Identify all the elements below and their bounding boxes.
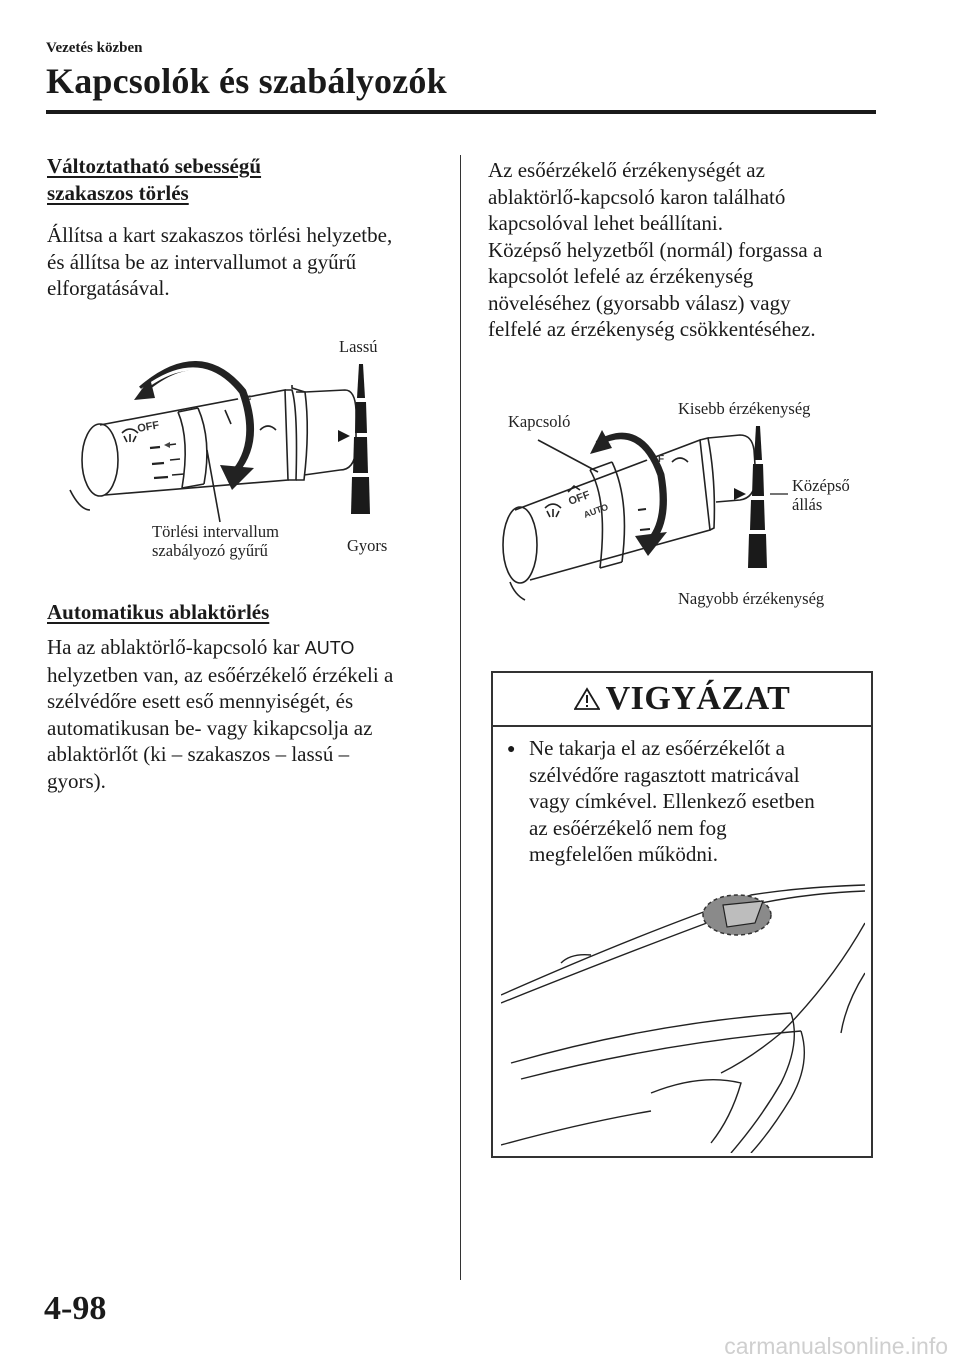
page-number: 4-98 <box>44 1290 107 1327</box>
sensitivity-bar <box>752 464 764 496</box>
watermark-site: carmanualsonline.info <box>724 1333 948 1359</box>
column-divider <box>460 155 461 1280</box>
text-line: ablaktörlőt (ki – szakaszos – lassú – <box>47 742 350 766</box>
text-line: ablaktörlő-kapcsoló karon található <box>488 184 786 209</box>
bullet: ● <box>507 742 516 757</box>
label-middle-position <box>792 476 850 514</box>
speed-bar <box>351 477 370 514</box>
text-line: Az esőérzékelő érzékenységét az <box>488 158 765 182</box>
text-line: szélvédőre ragasztott matricával <box>529 762 800 787</box>
label-line: szabályozó gyűrű <box>152 541 268 560</box>
ff-mark: FF <box>238 393 253 407</box>
title-rule <box>46 110 876 114</box>
heading-automatic-wiping: Automatikus ablaktörlés <box>47 600 270 624</box>
text-line: és állítsa be az intervallumot a gyűrű <box>47 249 357 274</box>
text-line: Ne takarja el az esőérzékelőt a <box>529 736 785 760</box>
auto-mode-text: AUTO <box>304 638 355 658</box>
text-line: felfelé az érzékenység csökkentéséhez. <box>488 317 816 341</box>
text-line: kapcsolót lefelé az érzékenység <box>488 264 754 288</box>
label-line: állás <box>792 495 823 514</box>
warning-triangle-icon <box>574 687 600 711</box>
text-line: helyzetben van, az esőérzékelő érzékeli a <box>47 662 394 687</box>
auto-mark: AUTO <box>582 501 610 520</box>
text-line: megfelelően működni. <box>529 842 718 866</box>
lever-body-outline <box>515 440 710 580</box>
paragraph-automatic <box>47 634 452 794</box>
caution-title: VIGYÁZAT <box>605 680 791 717</box>
label-interval-ring <box>152 522 279 560</box>
label-line: Középső <box>792 476 850 495</box>
sensitivity-bar <box>748 534 767 568</box>
page-title: Kapcsolók és szabályozók <box>46 61 447 101</box>
caution-header <box>493 673 871 727</box>
label-higher-sensitivity: Nagyobb érzékenység <box>678 589 825 608</box>
heading-line: szakaszos törlés <box>47 180 189 205</box>
speed-bar <box>357 364 365 398</box>
caution-text <box>529 735 815 868</box>
caution-box <box>491 671 873 1158</box>
speed-bar <box>355 402 367 433</box>
label-lower-sensitivity: Kisebb érzékenység <box>678 399 811 418</box>
text-line: vagy címkével. Ellenkező esetben <box>529 789 815 813</box>
paragraph-intermittent <box>47 222 447 302</box>
paragraph-sensitivity <box>488 157 888 343</box>
off-mark: OFF <box>136 419 161 435</box>
text-line: szélvédőre esett eső mennyiségét, és <box>47 689 354 713</box>
label-fast: Gyors <box>347 536 388 555</box>
text-line: az esőérzékelő nem fog <box>529 815 727 840</box>
off-mark: OFF <box>566 489 592 508</box>
text-line: növeléséhez (gyorsabb válasz) vagy <box>488 290 791 315</box>
label-slow: Lassú <box>339 337 378 356</box>
rotation-arrow <box>142 365 250 470</box>
label-switch: Kapcsoló <box>508 412 571 431</box>
text-line: elforgatásával. <box>47 276 170 300</box>
f-mark: F <box>658 454 665 465</box>
text-line <box>47 634 452 662</box>
heading-line: Változtatható sebességű <box>47 154 262 178</box>
heading-variable-intermittent <box>47 153 261 206</box>
caution-list-item <box>507 735 857 868</box>
section-label: Vezetés közben <box>46 40 143 56</box>
lever-body-outline <box>100 390 288 495</box>
arrow-head-icon <box>220 465 254 490</box>
speed-bar <box>353 437 368 473</box>
label-line: Törlési intervallum <box>152 522 279 541</box>
windshield-illustration <box>501 883 865 1153</box>
text-line: Állítsa a kart szakaszos törlési helyzetbe, <box>47 223 393 247</box>
position-pointer-icon <box>338 430 350 442</box>
text-line: automatikusan be- vagy kikapcsolja az <box>47 715 373 740</box>
text-line: kapcsolóval lehet beállítani. <box>488 211 723 235</box>
text-span: Ha az ablaktörlő-kapcsoló kar <box>47 635 305 659</box>
text-line: Középső helyzetből (normál) forgassa a <box>488 237 823 262</box>
text-line: gyors). <box>47 768 106 793</box>
sensitivity-bar <box>750 500 765 530</box>
sensitivity-bar <box>754 426 762 460</box>
